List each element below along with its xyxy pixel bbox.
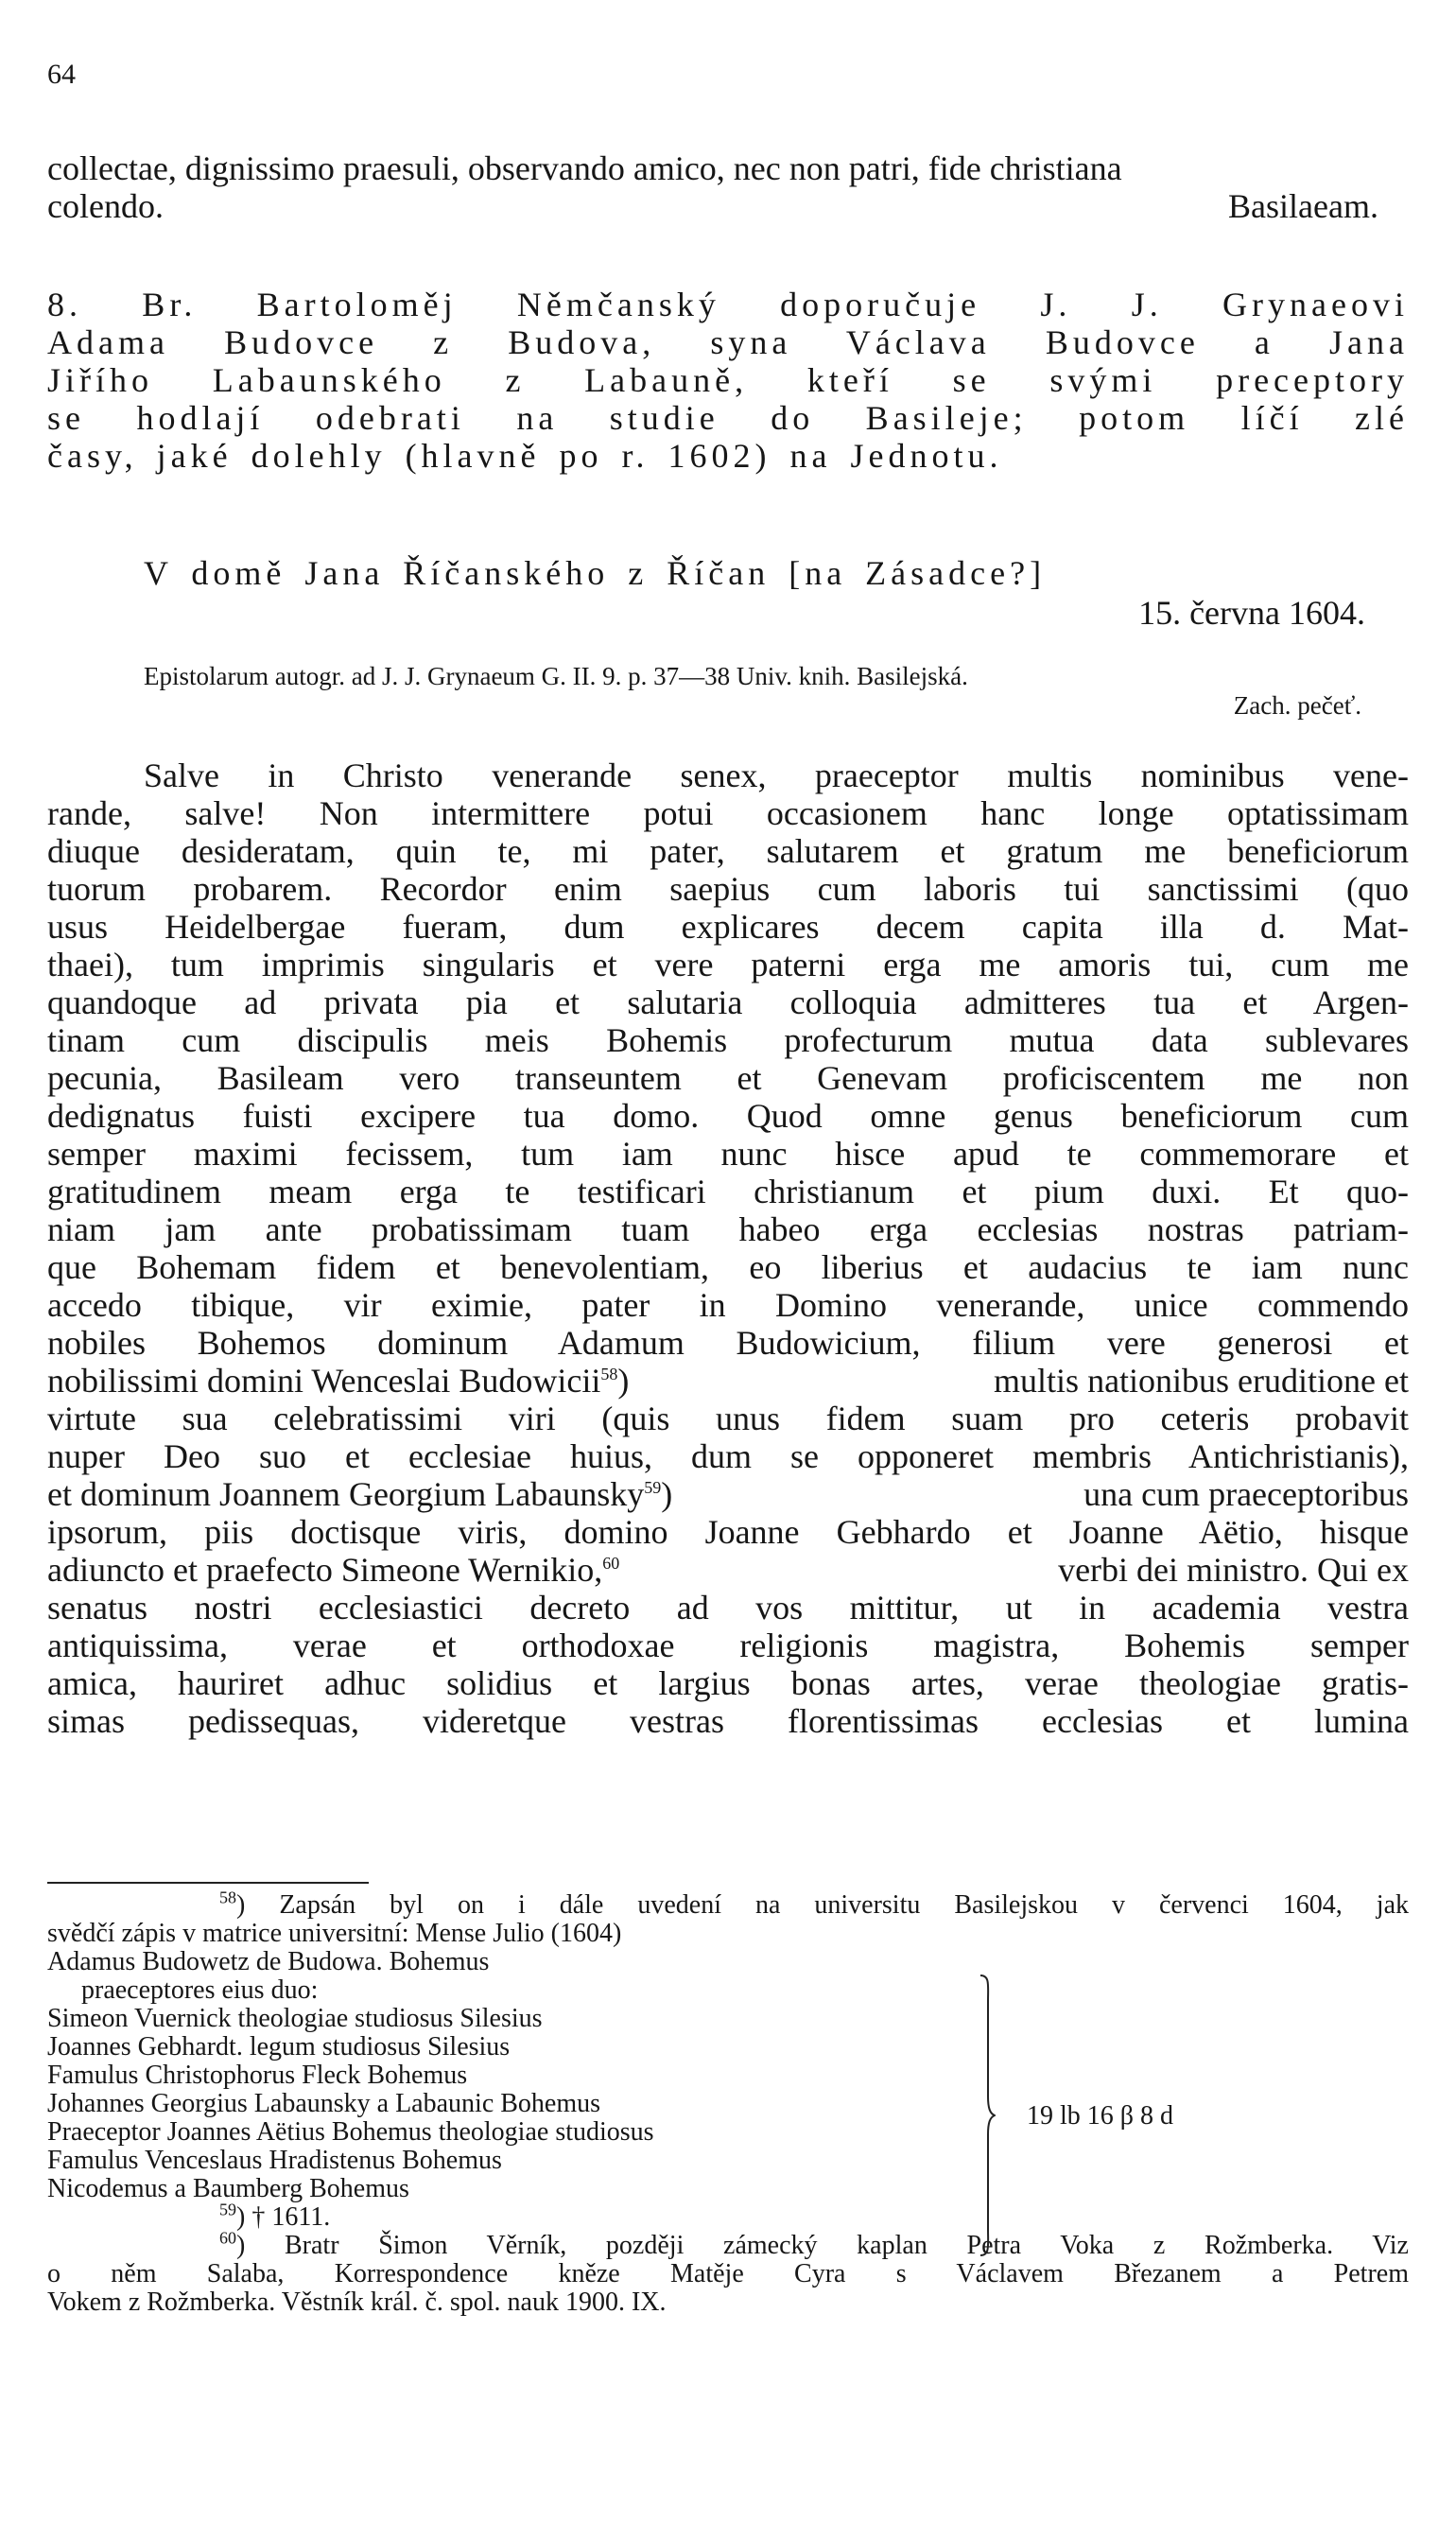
letter-line: virtute sua celebratissimi viri (quis unus fidem suam pro ceteris probavit bbox=[47, 1400, 1409, 1437]
letter-line: quandoque ad privata pia et salutaria colloquia admitteres tua et Argen- bbox=[47, 983, 1409, 1021]
matrikel-entry: Nicodemus a Baumberg Bohemus bbox=[47, 2174, 409, 2203]
letter-line: antiquissima, verae et orthodoxae religionis magistra, Bohemis semper bbox=[47, 1627, 1409, 1664]
letter-line: simas pedissequas, videretque vestras florentissimas ecclesias et lumina bbox=[47, 1702, 1409, 1740]
source-seal: Zach. pečeť. bbox=[1233, 691, 1361, 720]
footnotes bbox=[47, 1888, 1410, 2317]
opening-line-1: collectae, dignissimo praesuli, observando amico, nec non patri, fide christiana bbox=[47, 149, 1122, 187]
letter-line: senatus nostri ecclesiastici decreto ad vos mittitur, ut in academia vestra bbox=[47, 1589, 1409, 1627]
letter-segment: et dominum Joannem Georgium Labaunsky$^{59}$) bbox=[47, 1475, 673, 1513]
footnote-59: $^{59}$) † 1611. bbox=[219, 2200, 331, 2232]
letter-line: usus Heidelbergae fueram, dum explicares decem capita illa d. Mat- bbox=[47, 908, 1409, 946]
letter-segment: multis nationibus eruditione et bbox=[994, 1362, 1409, 1400]
footnote-60-line-2: o něm Salaba, Korrespondence kněze Matěje Cyra s Václavem Březanem a Petrem bbox=[47, 2259, 1409, 2288]
letter-line: nuper Deo suo et ecclesiae huius, dum se opponeret membris Antichristianis), bbox=[47, 1437, 1409, 1475]
letter-line: accedo tibique, vir eximie, pater in Domino venerande, unice commendo bbox=[47, 1286, 1409, 1324]
letter-line: niam jam ante probatissimam tuam habeo erga ecclesias nostras patriam- bbox=[47, 1210, 1409, 1248]
letter-line bbox=[47, 1551, 1409, 1589]
source-line-1: Epistolarum autogr. ad J. J. Grynaeum G. II. 9. p. 37—38 Univ. knih. Basilejská. bbox=[144, 662, 968, 690]
matrikel-entry: Joannes Gebhardt. legum studiosus Silesius bbox=[47, 2032, 511, 2062]
footnote-ref-59: 59 bbox=[644, 1478, 662, 1497]
footnote-59-marker: 59 bbox=[219, 2200, 236, 2219]
source-note bbox=[47, 662, 1409, 721]
footnote-58-line-2: svědčí zápis v matrice universitní: Mense Julio (1604) bbox=[47, 1919, 622, 1948]
letter-line: rande, salve! Non intermittere potui occasionem hanc longe optatissimam bbox=[47, 794, 1409, 832]
letter-line: ipsorum, piis doctisque viris, domino Joanne Gebhardo et Joanne Aëtio, hisque bbox=[47, 1513, 1409, 1551]
place-date-block bbox=[47, 553, 1409, 633]
summary-line-3: Jiřího Labaunského z Labauně, kteří se svými preceptory bbox=[47, 361, 1409, 399]
letter-line: tuorum probarem. Recordor enim saepius cum laboris tui sanctissimi (quo bbox=[47, 870, 1409, 908]
address-basilaeam: Basilaeam. bbox=[1228, 187, 1378, 225]
footnote-60-line-3: Vokem z Rožmberka. Věstník král. č. spol. nauk 1900. IX. bbox=[47, 2288, 667, 2317]
matrikel-entry: praeceptores eius duo: bbox=[81, 1975, 319, 2005]
letter-date: 15. června 1604. bbox=[1138, 594, 1365, 632]
opening-line-2 bbox=[47, 187, 1409, 225]
summary-line-1: 8. Br. Bartoloměj Němčanský doporučuje J. J. Grynaeovi bbox=[47, 286, 1409, 323]
footnote-separator bbox=[47, 1882, 369, 1884]
footnote-60-marker: 60 bbox=[219, 2228, 236, 2248]
letter-line: que Bohemam fidem et benevolentiam, eo liberius et audacius te iam nunc bbox=[47, 1248, 1409, 1286]
letter-line: dedignatus fuisti excipere tua domo. Quod omne genus beneficiorum cum bbox=[47, 1097, 1409, 1135]
letter-line bbox=[47, 1475, 1409, 1513]
matrikel-entry: Famulus Christophorus Fleck Bohemus bbox=[47, 2061, 468, 2090]
summary-line-5: časy, jaké dolehly (hlavně po r. 1602) na Jednotu. bbox=[47, 437, 1003, 475]
letter-line: thaei), tum imprimis singularis et vere paterni erga me amoris tui, cum me bbox=[47, 946, 1409, 983]
letter-line: pecunia, Basileam vero transeuntem et Genevam proficiscentem me non bbox=[47, 1059, 1409, 1097]
letter-line bbox=[47, 1362, 1409, 1400]
footnote-58-line-1: $^{58}$) Zapsán byl on i dále uvedení na universitu Basilejskou v červenci 1604, jak bbox=[219, 1888, 1410, 1920]
letter-summary bbox=[47, 286, 1409, 475]
letter-line: diuque desideratam, quin te, mi pater, salutarem et gratum me beneficiorum bbox=[47, 832, 1409, 870]
footnote-60-line-1: $^{60}$) Bratr Šimon Věrník, později zámecký kaplan Petra Voka z Rožmberka. Viz bbox=[219, 2228, 1409, 2260]
letter-line: gratitudinem meam erga te testificari christianum et pium duxi. Et quo- bbox=[47, 1173, 1409, 1210]
matrikel-entry: Famulus Venceslaus Hradistenus Bohemus bbox=[47, 2146, 502, 2175]
letter-place: V domě Jana Říčanského z Říčan [na Zásadce?] bbox=[144, 554, 1047, 592]
letter-segment: nobilissimi domini Wenceslai Budowicii$^{58}$) bbox=[47, 1362, 630, 1400]
matrikel-entry: Adamus Budowetz de Budowa. Bohemus bbox=[47, 1947, 490, 1976]
letter-segment: adiuncto et praefecto Simeone Wernikio,$^{60}$ bbox=[47, 1551, 620, 1589]
footnote-ref-58: 58 bbox=[600, 1365, 618, 1383]
matrikel-entry: Praeceptor Joannes Aëtius Bohemus theologiae studiosus bbox=[47, 2117, 654, 2147]
letter-line: amica, hauriret adhuc solidius et largius bonas artes, verae theologiae gratis- bbox=[47, 1664, 1409, 1702]
summary-line-2: Adama Budovce z Budova, syna Václava Budovce a Jana bbox=[47, 323, 1409, 361]
letter-segment: verbi dei ministro. Qui ex bbox=[1058, 1551, 1409, 1589]
page-number: 64 bbox=[47, 59, 76, 90]
summary-line-4: se hodlají odebrati na studie do Basileje; potom líčí zlé bbox=[47, 399, 1409, 437]
right-brace-icon bbox=[979, 1974, 996, 2257]
letter-line: Salve in Christo venerande senex, praeceptor multis nominibus vene- bbox=[144, 757, 1409, 794]
matrikel-entry: Simeon Vuernick theologiae studiosus Silesius bbox=[47, 2004, 543, 2033]
footnote-58-marker: 58 bbox=[219, 1888, 236, 1907]
letter-line: nobiles Bohemos dominum Adamum Budowicium, filium vere generosi et bbox=[47, 1324, 1409, 1362]
opening-closing-word: colendo. bbox=[47, 187, 164, 225]
letter-line: tinam cum discipulis meis Bohemis profecturum mutua data sublevares bbox=[47, 1021, 1409, 1059]
footnote-ref-60: 60 bbox=[602, 1554, 620, 1573]
matrikel-fee: 19 lb 16 β 8 d bbox=[1027, 2101, 1174, 2131]
letter-segment: una cum praeceptoribus bbox=[1083, 1475, 1409, 1513]
opening-text bbox=[47, 149, 1409, 225]
letter-body bbox=[47, 757, 1409, 1740]
matrikel-entry: Johannes Georgius Labaunsky a Labaunic Bohemus bbox=[47, 2089, 601, 2118]
letter-line: semper maximi fecissem, tum iam nunc hisce apud te commemorare et bbox=[47, 1135, 1409, 1173]
